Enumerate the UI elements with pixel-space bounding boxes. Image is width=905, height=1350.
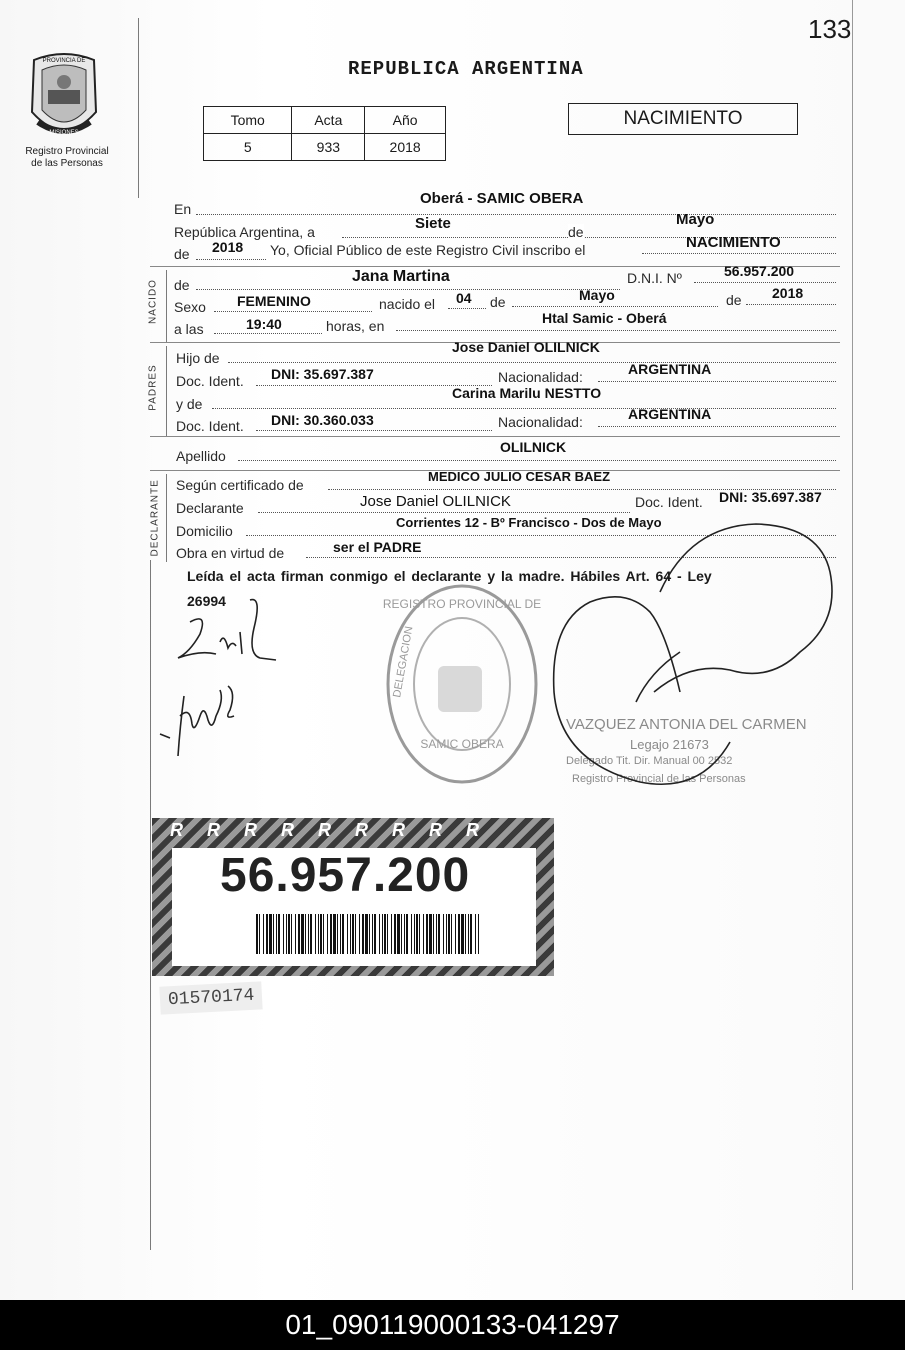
nacido-day-dots [448, 308, 486, 309]
sticker-number: 56.957.200 [220, 849, 471, 902]
mother-doc: DNI: 30.360.033 [271, 412, 374, 428]
sticker-logo-5: R [318, 820, 331, 840]
province-seal [24, 52, 104, 144]
barcode-bar [448, 914, 450, 954]
declarante-label: Declarante [176, 500, 244, 516]
nacido-month-dots [512, 306, 718, 307]
sticker-logo-4: R [281, 820, 294, 840]
barcode-bar [286, 914, 287, 954]
seal-caption-1: Registro Provincial [25, 146, 109, 157]
father-name: Jose Daniel OLILNICK [452, 339, 600, 355]
nacido-el-label: nacido el [379, 296, 436, 312]
official-title: Delegado Tit. Dir. Manual 00 2532 [566, 755, 733, 767]
doc-type: NACIMIENTO [623, 108, 743, 129]
nacido-place: Htal Samic - Oberá [542, 310, 667, 326]
barcode-bar [350, 914, 351, 954]
mother-doc-dots [256, 430, 492, 431]
barcode-bar [384, 914, 386, 954]
sticker-white-panel [172, 848, 536, 966]
father-doc-label: Doc. Ident. [176, 373, 244, 389]
barcode-bar [308, 914, 309, 954]
barcode-bar [310, 914, 312, 954]
barcode-bar [295, 914, 296, 954]
declarante-name: Jose Daniel OLILNICK [360, 493, 511, 510]
hijo-de-label: Hijo de [176, 350, 220, 366]
doc-type-box [568, 103, 798, 135]
mother-nat-label: Nacionalidad: [498, 414, 583, 430]
registry-table [203, 106, 446, 161]
serial-number: 01570174 [159, 981, 263, 1014]
round-stamp-top: REGISTRO PROVINCIAL DE [382, 597, 542, 611]
barcode-bar [451, 914, 452, 954]
official-name: VAZQUEZ ANTONIA DEL CARMEN [566, 716, 807, 733]
barcode-bar [387, 914, 388, 954]
barcode-bar [259, 914, 260, 954]
left-margin-line-lower [150, 560, 151, 1250]
barcode-bar [269, 914, 272, 954]
barcode-bar [298, 914, 300, 954]
barcode-bar [394, 914, 396, 954]
official-legajo: Legajo 21673 [630, 737, 709, 752]
barcode-bar [342, 914, 344, 954]
nacido-de-year-label: de [726, 292, 742, 308]
sexo-label: Sexo [174, 299, 206, 315]
left-margin-line [138, 18, 139, 198]
registry-header-anio: Año [365, 107, 446, 134]
barcode-bar [362, 914, 364, 954]
barcode-bar [443, 914, 444, 954]
barcode-bar [305, 914, 306, 954]
signature-declarante [170, 592, 290, 672]
barcode-bar [256, 914, 258, 954]
seal-caption-2: de las Personas [31, 158, 103, 169]
horas-label: horas, en [326, 318, 385, 334]
registry-value-acta: 933 [292, 134, 365, 161]
apellido-label: Apellido [176, 448, 226, 464]
declarante-doc: DNI: 35.697.387 [719, 489, 822, 505]
barcode-bar [406, 914, 408, 954]
nacido-dni-dots [694, 282, 836, 283]
barcode-bar [276, 914, 277, 954]
registry-value-tomo: 5 [204, 134, 292, 161]
barcode-bar [369, 914, 370, 954]
father-dots [228, 362, 836, 363]
y-de-label: y de [176, 396, 203, 412]
barcode-bar [478, 914, 479, 954]
barcode-bar [327, 914, 328, 954]
barcode-bar [401, 914, 402, 954]
nacido-dni: 56.957.200 [724, 263, 795, 279]
official-registry: Registro Provincial de las Personas [572, 773, 746, 785]
registry-value-anio: 2018 [365, 134, 446, 161]
barcode-bar [318, 914, 319, 954]
barcode-bar [397, 914, 400, 954]
place-dots [396, 330, 836, 331]
record-month: Mayo [676, 211, 715, 228]
barcode-bar [266, 914, 268, 954]
record-day-words: Siete [415, 215, 451, 232]
inscribo-label: Yo, Oficial Público de este Registro Civil inscribo el [270, 242, 586, 258]
barcode-bar [278, 914, 280, 954]
barcode-bar [359, 914, 360, 954]
barcode-bar [288, 914, 290, 954]
nacido-day: 04 [456, 290, 472, 306]
certificado-value: MEDICO JULIO CESAR BAEZ [428, 469, 611, 484]
time-dots [214, 333, 322, 334]
registry-header-row [204, 107, 446, 134]
year-dots [196, 259, 266, 260]
barcode [256, 914, 482, 954]
barcode-bar [436, 914, 437, 954]
barcode-bar [365, 914, 368, 954]
barcode-bar [320, 914, 322, 954]
barcode-bar [333, 914, 336, 954]
barcode-bar [347, 914, 348, 954]
record-year: 2018 [212, 239, 244, 255]
barcode-bar [429, 914, 432, 954]
barcode-bar [355, 914, 356, 954]
barcode-bar [419, 914, 420, 954]
barcode-bar [414, 914, 415, 954]
barcode-bar [458, 914, 460, 954]
record-de-label-2: de [174, 246, 190, 262]
father-nat-dots [598, 381, 836, 382]
leida-text-line1: Leída el acta firman conmigo el declarante y la madre. Hábiles Art. 64 - Ley [187, 568, 712, 584]
footer-code: 01_090119000133-041297 [0, 1300, 905, 1350]
apellido-top-rule [150, 436, 840, 437]
barcode-bar [461, 914, 464, 954]
declarante-section-label: DECLARANTE [149, 479, 161, 557]
nacido-de-label: de [174, 277, 190, 293]
barcode-bar [475, 914, 476, 954]
father-doc: DNI: 35.697.387 [271, 366, 374, 382]
registry-header-acta: Acta [292, 107, 365, 134]
barcode-bar [438, 914, 440, 954]
barcode-bar [323, 914, 324, 954]
barcode-bar [372, 914, 373, 954]
barcode-bar [382, 914, 383, 954]
barcode-bar [291, 914, 292, 954]
a-las-label: a las [174, 321, 204, 337]
mother-nat-dots [598, 426, 836, 427]
barcode-bar [283, 914, 284, 954]
barcode-bar [273, 914, 274, 954]
en-label: En [174, 201, 192, 217]
barcode-bar [404, 914, 405, 954]
declarante-doc-label: Doc. Ident. [635, 494, 703, 510]
right-margin-line [852, 0, 853, 1290]
barcode-bar [416, 914, 418, 954]
domicilio-label: Domicilio [176, 523, 233, 539]
barcode-bar [330, 914, 332, 954]
barcode-bar [468, 914, 469, 954]
registry-header-tomo: Tomo [204, 107, 292, 134]
en-dots [196, 214, 836, 215]
nacido-dni-label: D.N.I. Nº [627, 270, 682, 286]
barcode-bar [465, 914, 466, 954]
barcode-bar [337, 914, 338, 954]
nacido-side-line [166, 270, 167, 342]
padres-side-line [166, 346, 167, 436]
sticker-pattern-strip [152, 818, 572, 842]
mother-nationality: ARGENTINA [628, 406, 712, 422]
barcode-bar [374, 914, 376, 954]
barcode-bar [301, 914, 304, 954]
sticker-logo-7: R [392, 820, 405, 840]
leida-text-line2: 26994 [187, 593, 226, 609]
barcode-bar [352, 914, 354, 954]
record-act-type: NACIMIENTO [686, 234, 781, 251]
barcode-bar [379, 914, 380, 954]
domicilio-value: Corrientes 12 - Bº Francisco - Dos de Mayo [396, 515, 662, 530]
barcode-bar [470, 914, 472, 954]
barcode-bar [426, 914, 428, 954]
father-nat-label: Nacionalidad: [498, 369, 583, 385]
act-dots [642, 253, 836, 254]
republica-label: República Argentina, a [174, 224, 315, 240]
round-stamp-left: DELEGACION [391, 625, 416, 699]
registry-value-row [204, 134, 446, 161]
apellido-value: OLILNICK [500, 439, 567, 455]
sticker-logo-3: R [244, 820, 257, 840]
sticker-logo-1: R [170, 820, 183, 840]
certificado-label: Según certificado de [176, 477, 304, 493]
barcode-bar [433, 914, 434, 954]
barcode-bar [340, 914, 341, 954]
sticker-logo-6: R [355, 820, 368, 840]
barcode-sticker [152, 818, 554, 976]
declarante-side-line [166, 474, 167, 562]
page-title: REPUBLICA ARGENTINA [348, 58, 584, 80]
signature-official [530, 512, 850, 802]
nacido-name-dots [196, 289, 620, 290]
nacido-year-dots [746, 304, 836, 305]
mother-dots [212, 408, 836, 409]
nacido-de-month-label: de [490, 294, 506, 310]
sexo-dots [214, 311, 372, 312]
barcode-bar [391, 914, 392, 954]
nacido-time: 19:40 [246, 316, 282, 332]
obra-value: ser el PADRE [333, 539, 422, 555]
seal-top-text: PROVINCIA DE [42, 58, 86, 64]
sticker-logo-8: R [429, 820, 442, 840]
barcode-bar [455, 914, 456, 954]
round-stamp-bottom: SAMIC OBERA [420, 737, 504, 751]
apellido-dots [238, 460, 836, 461]
padres-section-label: PADRES [147, 364, 159, 411]
sticker-logo-2: R [207, 820, 220, 840]
signature-madre [150, 676, 250, 766]
seal-bottom-text: MISIONES [49, 130, 79, 136]
mother-doc-label: Doc. Ident. [176, 418, 244, 434]
sticker-logo-9: R [466, 820, 479, 840]
barcode-bar [263, 914, 264, 954]
nacido-month: Mayo [579, 287, 615, 303]
page-number: 133 [808, 14, 852, 44]
mother-name: Carina Marilu NESTTO [452, 385, 602, 401]
nacido-year: 2018 [772, 285, 804, 301]
nacido-name: Jana Martina [352, 268, 450, 285]
barcode-bar [315, 914, 316, 954]
barcode-bar [446, 914, 447, 954]
record-de-label: de [568, 224, 584, 240]
father-nationality: ARGENTINA [628, 361, 712, 377]
barcode-bar [411, 914, 412, 954]
nacido-section-label: NACIDO [147, 279, 159, 324]
barcode-bar [423, 914, 424, 954]
obra-label: Obra en virtud de [176, 545, 285, 561]
nacido-sexo: FEMENINO [237, 293, 311, 309]
round-registry-stamp [382, 578, 542, 790]
record-place: Oberá - SAMIC OBERA [420, 190, 584, 207]
